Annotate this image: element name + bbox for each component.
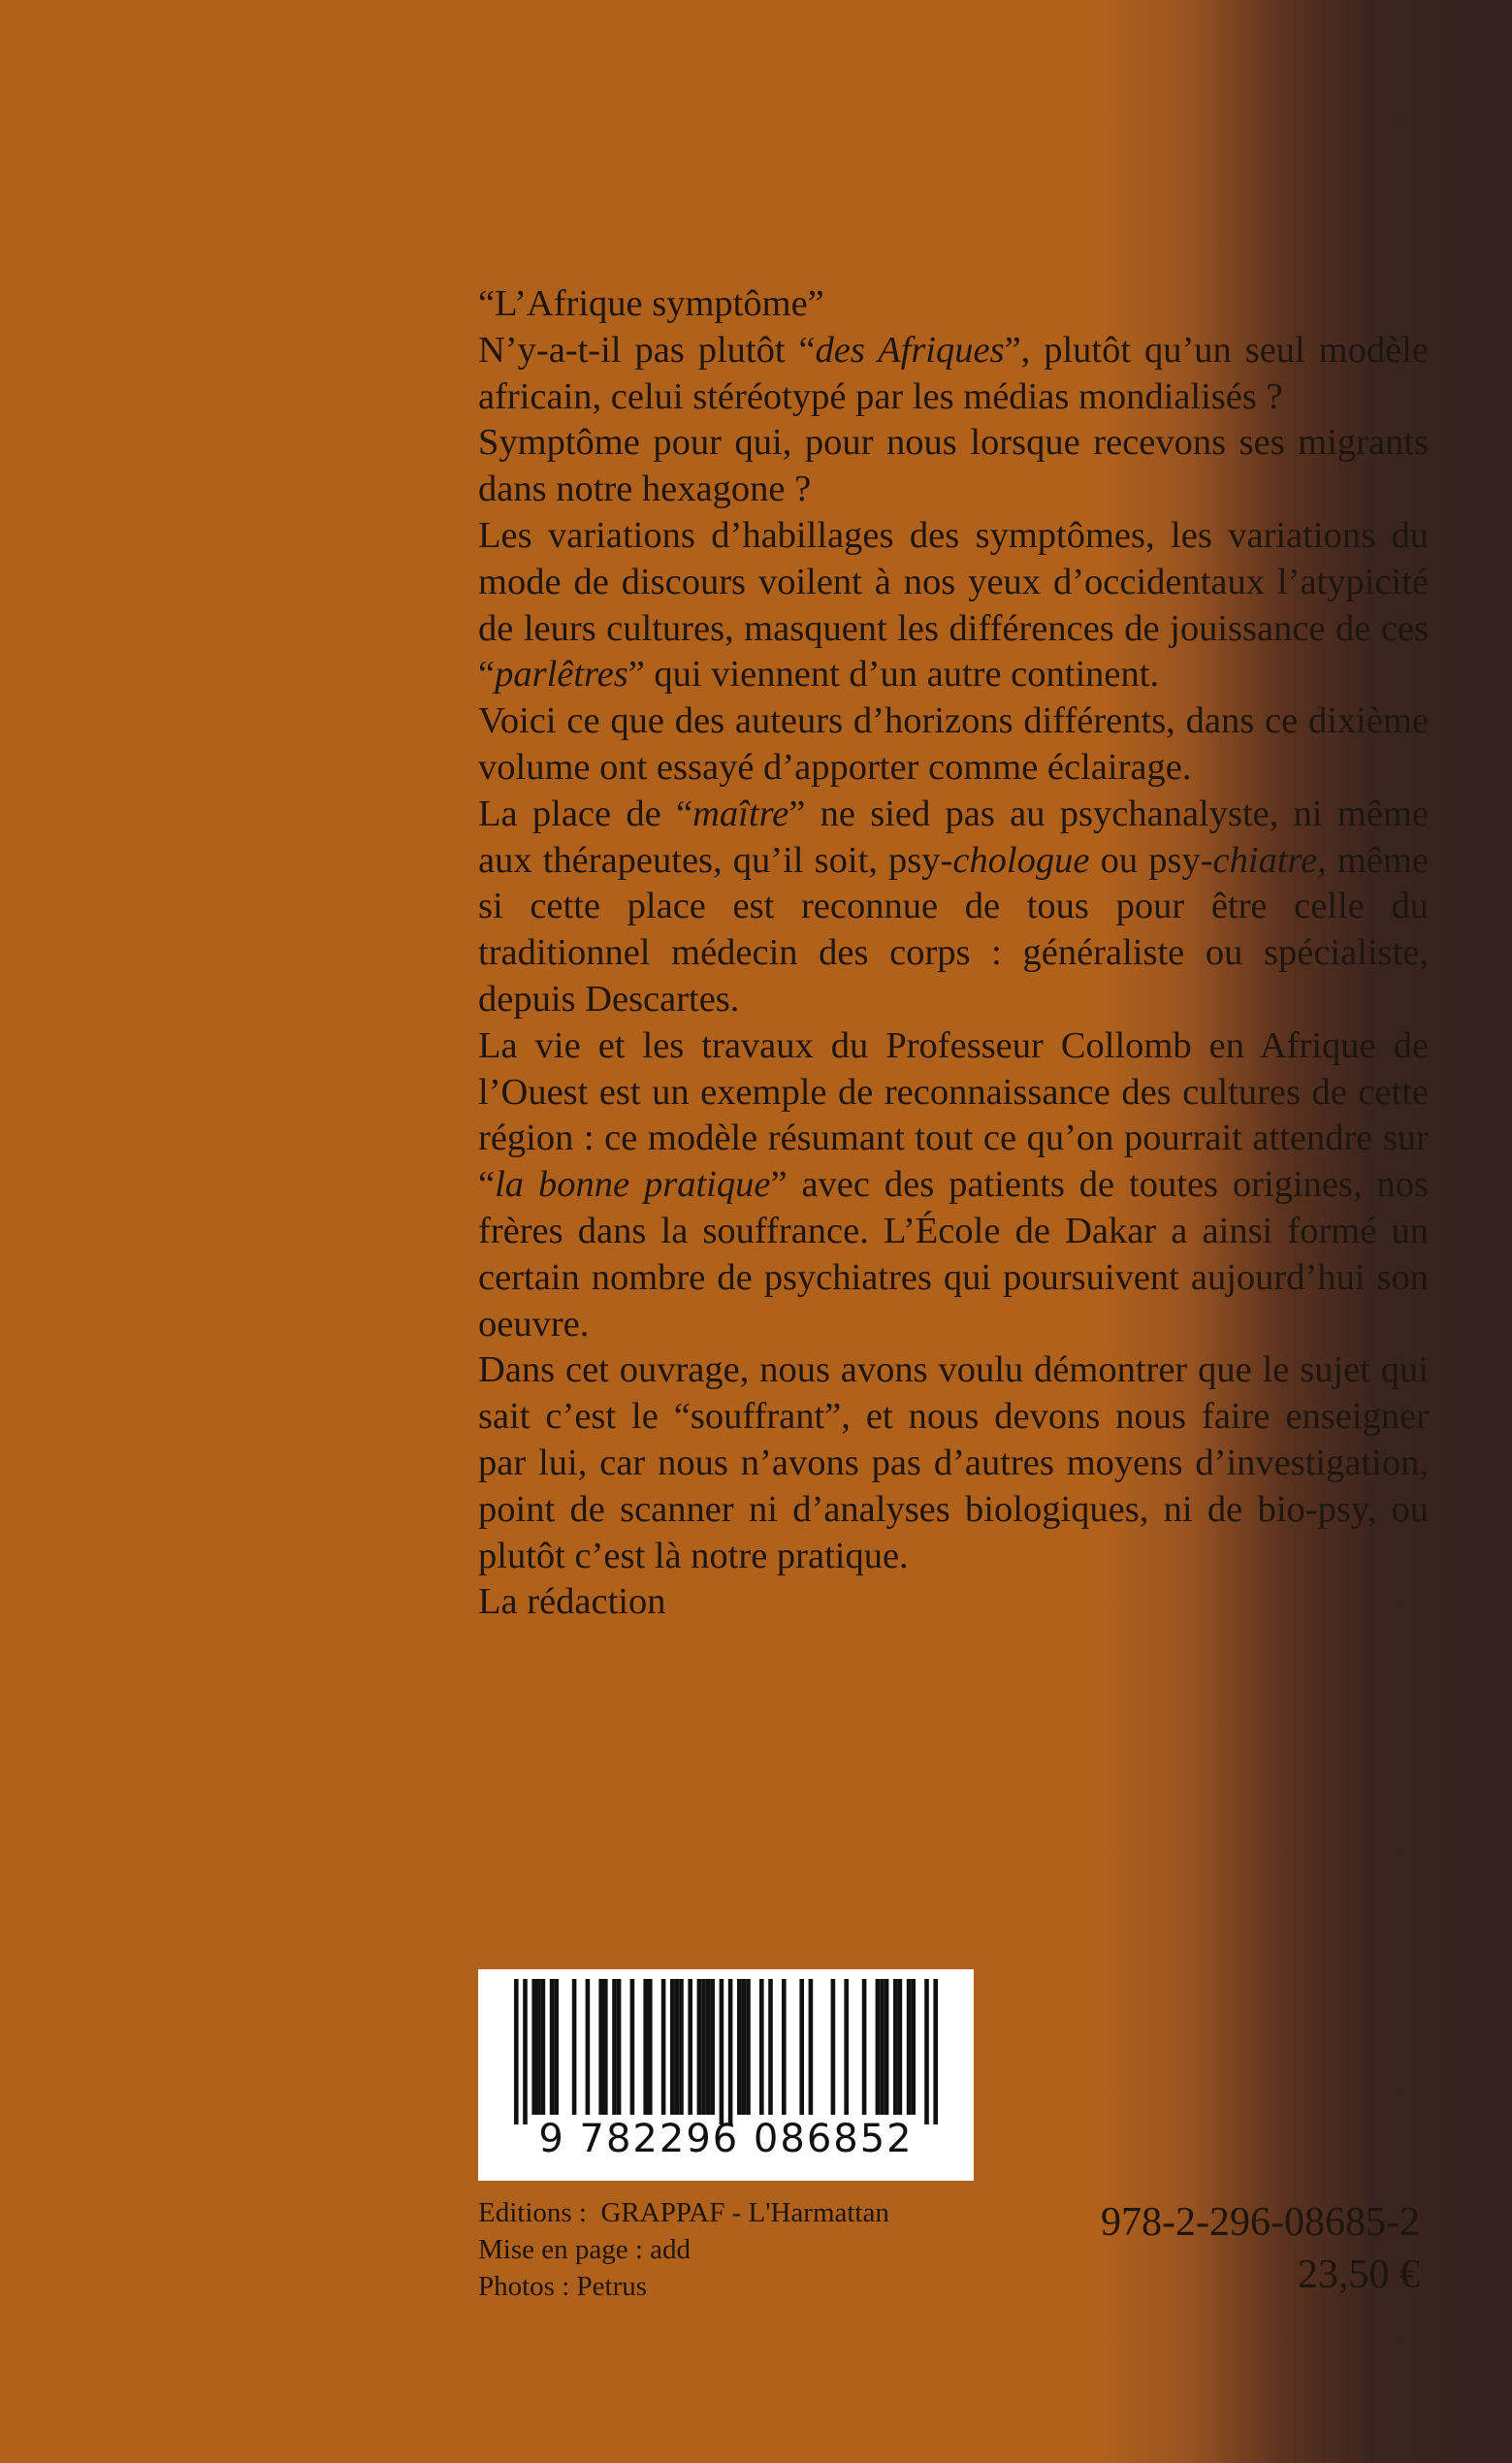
barcode-bar: [554, 1979, 559, 2115]
barcode-bar: [844, 1979, 849, 2115]
text-run: La place de “: [478, 793, 693, 834]
barcode-bar: [586, 1979, 591, 2115]
barcode-bar: [799, 1979, 804, 2115]
barcode-bar: [809, 1979, 814, 2115]
emphasis: parlêtres: [495, 654, 628, 696]
barcode-bar: [701, 1979, 706, 2115]
barcode-bar: [661, 1979, 666, 2115]
barcode-bar: [880, 1979, 885, 2115]
barcode-bar: [598, 1979, 603, 2115]
barcode-bar: [523, 1979, 528, 2124]
blurb-signature: La rédaction: [478, 1581, 666, 1623]
barcode-bar: [933, 1979, 938, 2124]
isbn-barcode: [478, 1969, 974, 2181]
barcode-bar: [675, 1979, 680, 2115]
barcode-bar: [728, 1979, 733, 2124]
text-run: N’y-a-t-il pas plutôt “: [478, 329, 816, 371]
blurb-paragraph-6: [478, 1023, 1429, 1348]
emphasis: chologue: [952, 839, 1090, 881]
text-run: même si cette place est reconnue de tous pour être celle du traditionnel médecin des corps : généraliste ou spécialiste, depuis Descartes.: [478, 839, 1429, 1020]
blurb-text: [478, 281, 1429, 1626]
barcode-bar: [893, 1979, 898, 2115]
barcode-bar: [648, 1979, 653, 2115]
credits-editions: Editions : GRAPPAF - L'Harmattan: [478, 2197, 889, 2228]
barcode-bar: [670, 1979, 675, 2115]
isbn-number: 978-2-296-08685-2: [1101, 2200, 1420, 2245]
text-run: ou psy-: [1089, 839, 1213, 881]
barcode-bar: [603, 1979, 608, 2115]
barcode-bar: [612, 1979, 617, 2115]
isbn-price-block: [1101, 2196, 1420, 2301]
barcode-bar: [630, 1979, 635, 2115]
publisher-credits: [478, 2194, 889, 2305]
barcode-bar: [572, 1979, 577, 2115]
emphasis: la bonne pratique: [495, 1164, 771, 1206]
text-run: La vie et les travaux du Professeur Collomb en Afrique de l’Ouest est un exemple de reconnaissance des cultures de cette région : ce modèle résumant tout ce qu’on pourrait attendre sur “: [478, 1024, 1429, 1206]
barcode-bar: [898, 1979, 903, 2115]
text-run: Les variations d’habillages des symptômes, les variations du mode de discours voilent à nos yeux d’occidentaux l’atypicité de leurs cultures, masquent les différences de jouissance de ces “: [478, 514, 1429, 696]
barcode-digits: 9 782296 086852: [538, 2117, 914, 2161]
emphasis: chiatre,: [1212, 839, 1327, 881]
barcode-bar: [782, 1979, 787, 2115]
barcode-bar: [514, 1979, 519, 2124]
text-run: ” ne sied pas au psychanalyste, ni même aux thérapeutes, qu’il soit, psy-: [478, 793, 1429, 881]
emphasis: maître: [692, 793, 789, 834]
blurb-paragraph-3: [478, 513, 1429, 698]
blurb-paragraph-4: Voici ce que des auteurs d’horizons différents, dans ce dixième volume ont essayé d’apporter comme éclairage.: [478, 700, 1429, 788]
text-run: ” avec des patients de toutes origines, nos frères dans la souffrance. L’École de Dakar a ainsi formé un certain nombre de psychiatres qui poursuivent aujourd’hui son oeuvre.: [478, 1164, 1429, 1345]
credits-layout: Mise en page : add: [478, 2234, 692, 2265]
text-run: ”, plutôt qu’un seul modèle africain, celui stéréotypé par les médias mondialisés ?: [478, 329, 1429, 417]
barcode-bar: [876, 1979, 881, 2115]
blurb-paragraph-5: [478, 792, 1429, 1023]
barcode-bar: [862, 1979, 867, 2115]
barcode-bar: [746, 1979, 751, 2115]
barcode-bar: [706, 1979, 711, 2115]
blurb-title: “L’Afrique symptôme”: [478, 283, 824, 324]
barcode-bar: [617, 1979, 622, 2115]
barcode-bar: [924, 1979, 929, 2124]
barcode-bar: [768, 1979, 773, 2115]
text-run: ” qui viennent d’un autre continent.: [627, 654, 1160, 696]
barcode-bar: [710, 1979, 715, 2115]
barcode-bar: [759, 1979, 764, 2115]
barcode-bar: [742, 1979, 747, 2115]
price: 23,50 €: [1298, 2252, 1420, 2297]
barcode-bar: [643, 1979, 648, 2115]
barcode-bar: [831, 1979, 836, 2115]
barcode-bar: [688, 1979, 692, 2115]
barcode-bar: [679, 1979, 684, 2115]
barcode-bar: [541, 1979, 546, 2115]
barcode-bar: [531, 1979, 536, 2115]
emphasis: des Afriques: [815, 329, 1005, 371]
barcode-bar: [536, 1979, 541, 2115]
barcode-bar: [907, 1979, 912, 2115]
credits-photos: Photos : Petrus: [478, 2271, 648, 2302]
barcode-bar: [550, 1979, 555, 2115]
blurb-paragraph-1: [478, 328, 1429, 421]
blurb-paragraph-2: Symptôme pour qui, pour nous lorsque recevons ses migrants dans notre hexagone ?: [478, 422, 1429, 510]
barcode-bar: [737, 1979, 742, 2115]
blurb-paragraph-7: Dans cet ouvrage, nous avons voulu démontrer que le sujet qui sait c’est le “souffrant”, et nous devons nous faire enseigner par lui, car nous n’avons pas d’autres moyens d’investigation, point de scanner ni d’analyses biologiques, ni de bio-psy, ou plutôt c’est là notre pratique.: [478, 1349, 1429, 1576]
barcode-bar: [911, 1979, 916, 2115]
barcode-bar: [720, 1979, 724, 2124]
barcode-bar: [885, 1979, 889, 2115]
barcode-bar: [697, 1979, 702, 2115]
